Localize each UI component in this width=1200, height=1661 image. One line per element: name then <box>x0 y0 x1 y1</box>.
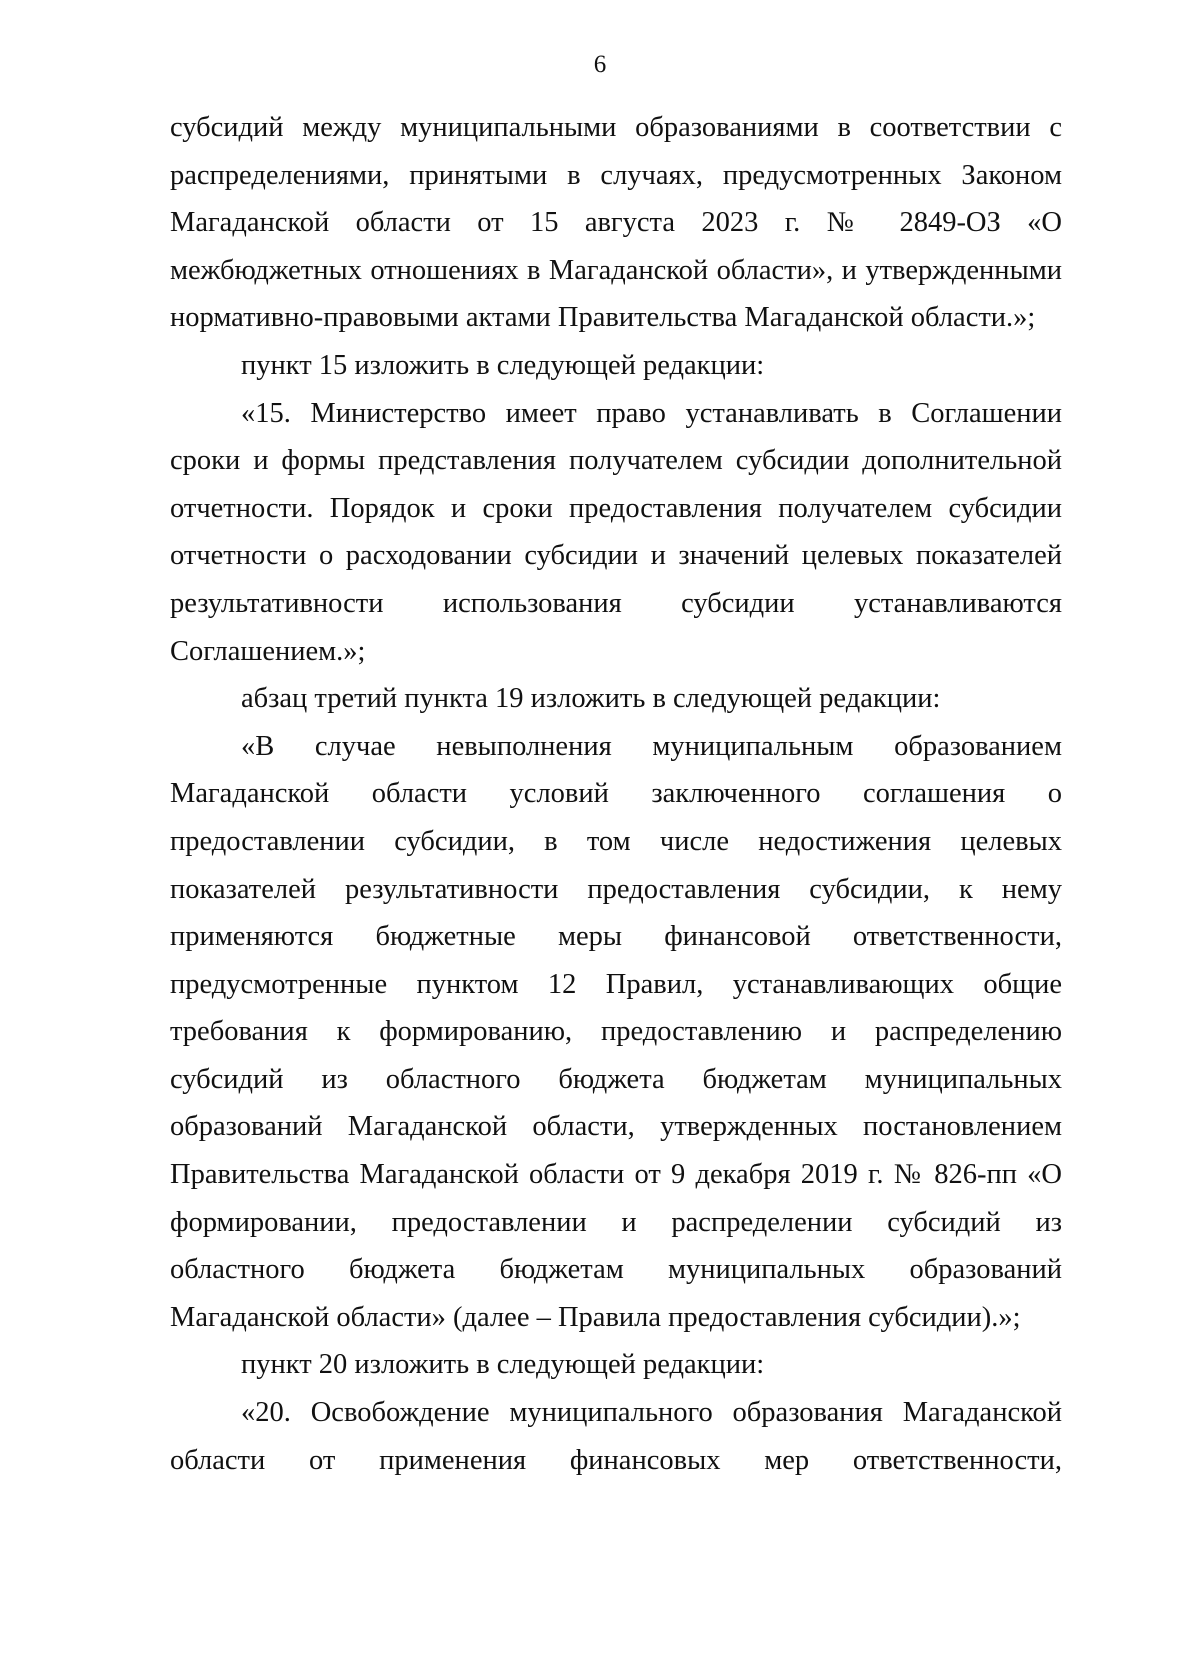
paragraph-point-20-text: «20. Освобождение муниципального образования Магаданской области от применения финансовых мер ответственности, <box>170 1397 1062 1476</box>
paragraph-continuation: субсидий между муниципальными образованиями в соответствии с распределениями, принятыми в случаях, предусмотренных Законом Магаданской области от 15 августа 2023 г. № 2849-ОЗ «О межбюджетных отношениях в Магаданской области», и утвержденными нормативно-правовыми актами Правительства Магаданской области.»; <box>170 112 1062 334</box>
paragraph-point-15-text: «15. Министерство имеет право устанавливать в Соглашении сроки и формы представления получателем субсидии дополнительной отчетности. Порядок и сроки предоставления получателем субсидии отчетности о расходовании субсидии и значений целевых показателей результативности использования субсидии устанавливаются Соглашением.»; <box>170 397 1062 667</box>
document-body <box>170 104 1062 1484</box>
paragraph-amendment-point-20: пункт 20 изложить в следующей редакции: <box>241 1349 765 1381</box>
paragraph-amendment-point-19: абзац третий пункта 19 изложить в следующей редакции: <box>241 683 941 715</box>
paragraph-amendment-point-15: пункт 15 изложить в следующей редакции: <box>241 349 765 381</box>
page-number: 6 <box>593 51 607 78</box>
paragraph-point-19-text: «В случае невыполнения муниципальным образованием Магаданской области условий заключенного соглашения о предоставлении субсидии, в том числе недостижения целевых показателей результативности предоставления субсидии, к нему применяются бюджетные меры финансовой ответственности, предусмотренные пунктом 12 Правил, устанавливающих общие требования к формированию, предоставлению и распределению субсидий из областного бюджета бюджетам муниципальных образований Магаданской области, утвержденных постановлением Правительства Магаданской области от 9 декабря 2019 г. № 826-пп «О формировании, предоставлении и распределении субсидий из областного бюджета бюджетам муниципальных образований Магаданской области» (далее – Правила предоставления субсидии).»; <box>170 730 1062 1333</box>
